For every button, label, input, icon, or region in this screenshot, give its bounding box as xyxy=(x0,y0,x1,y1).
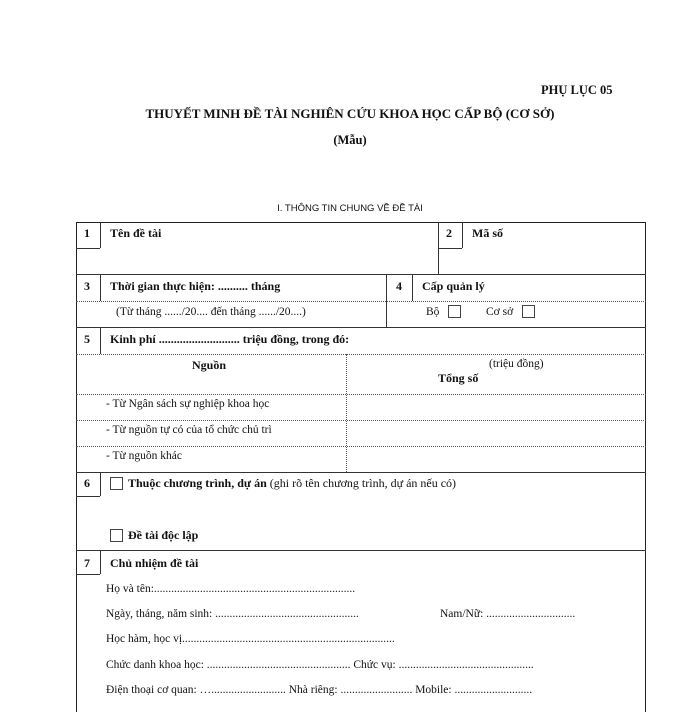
program-checkbox[interactable] xyxy=(110,477,123,490)
row-number-5: 5 xyxy=(84,332,90,346)
gender-field[interactable]: Nam/Nữ: ............................... xyxy=(440,608,576,620)
phone-field[interactable]: Điện thoại cơ quan: ….......................... Nhà riêng: ......................... Mobile: ........................... xyxy=(106,684,533,696)
row-number-3: 3 xyxy=(84,279,90,293)
row-divider-dotted xyxy=(76,301,646,302)
col-divider-dotted xyxy=(346,354,347,472)
num-cell-border xyxy=(76,496,100,497)
project-name-label: Tên đề tài xyxy=(110,226,162,240)
row-number-4: 4 xyxy=(396,279,402,293)
row-divider xyxy=(76,274,646,275)
num-cell-border xyxy=(100,550,101,574)
title-position-field[interactable]: Chức danh khoa học: .................................................. Chức vụ: ............................................... xyxy=(106,659,534,671)
row-divider-dotted xyxy=(76,354,646,355)
row-number-2: 2 xyxy=(446,226,452,240)
row-number-6: 6 xyxy=(84,476,90,490)
cell-border xyxy=(386,274,387,327)
num-cell-border xyxy=(100,222,101,248)
principal-investigator-label: Chủ nhiệm đề tài xyxy=(110,556,199,570)
ministry-checkbox[interactable] xyxy=(448,305,461,318)
row-divider xyxy=(76,472,646,473)
source-item: - Từ nguồn khác xyxy=(106,450,182,462)
program-option-note: (ghi rõ tên chương trình, dự án nếu có) xyxy=(266,476,457,490)
source-item: - Từ nguồn tự có của tổ chức chủ trì xyxy=(106,424,272,436)
row-divider-dotted xyxy=(76,420,646,421)
independent-option-label: Đề tài độc lập xyxy=(128,528,199,542)
num-cell-border xyxy=(462,222,463,248)
appendix-label: PHỤ LỤC 05 xyxy=(541,83,613,97)
degree-field[interactable]: Học hàm, học vị.......................................................................... xyxy=(106,633,395,645)
budget-label: Kinh phí ........................... triệu đồng, trong đó: xyxy=(110,332,350,346)
document-subtitle: (Mẫu) xyxy=(333,133,367,147)
duration-range: (Từ tháng ....../20.... đến tháng ....../20....) xyxy=(116,306,306,318)
program-option xyxy=(128,476,456,491)
dob-field[interactable]: Ngày, tháng, năm sinh: .................................................. xyxy=(106,608,359,620)
name-field[interactable]: Họ và tên:...................................................................... xyxy=(106,583,356,595)
independent-checkbox[interactable] xyxy=(110,529,123,542)
base-checkbox[interactable] xyxy=(522,305,535,318)
num-cell-border xyxy=(412,274,413,301)
num-cell-border xyxy=(100,472,101,496)
duration-label: Thời gian thực hiện: .......... tháng xyxy=(110,279,281,293)
option-ministry-label: Bộ xyxy=(426,306,440,318)
total-unit-label: (triệu đồng) xyxy=(489,358,544,370)
total-column-header: Tổng số xyxy=(438,371,479,385)
num-cell-border xyxy=(76,248,100,249)
source-item: - Từ Ngân sách sự nghiệp khoa học xyxy=(106,398,270,410)
program-option-label: Thuộc chương trình, dự án xyxy=(128,476,267,490)
num-cell-border xyxy=(100,274,101,301)
row-divider xyxy=(76,327,646,328)
num-cell-border xyxy=(76,574,100,575)
row-divider xyxy=(76,550,646,551)
option-base-label: Cơ sở xyxy=(486,306,514,318)
source-column-header: Nguồn xyxy=(192,358,227,372)
document-title: THUYẾT MINH ĐỀ TÀI NGHIÊN CỨU KHOA HỌC CẤP BỘ (CƠ SỞ) xyxy=(145,106,555,121)
project-code-label: Mã số xyxy=(472,226,503,240)
num-cell-border xyxy=(100,327,101,354)
section-heading: I. THÔNG TIN CHUNG VỀ ĐỀ TÀI xyxy=(277,203,423,214)
row-number-7: 7 xyxy=(84,556,90,570)
num-cell-border xyxy=(438,248,462,249)
row-number-1: 1 xyxy=(84,226,90,240)
row-divider-dotted xyxy=(76,394,646,395)
management-level-label: Cấp quản lý xyxy=(422,279,485,293)
row-divider-dotted xyxy=(76,446,646,447)
